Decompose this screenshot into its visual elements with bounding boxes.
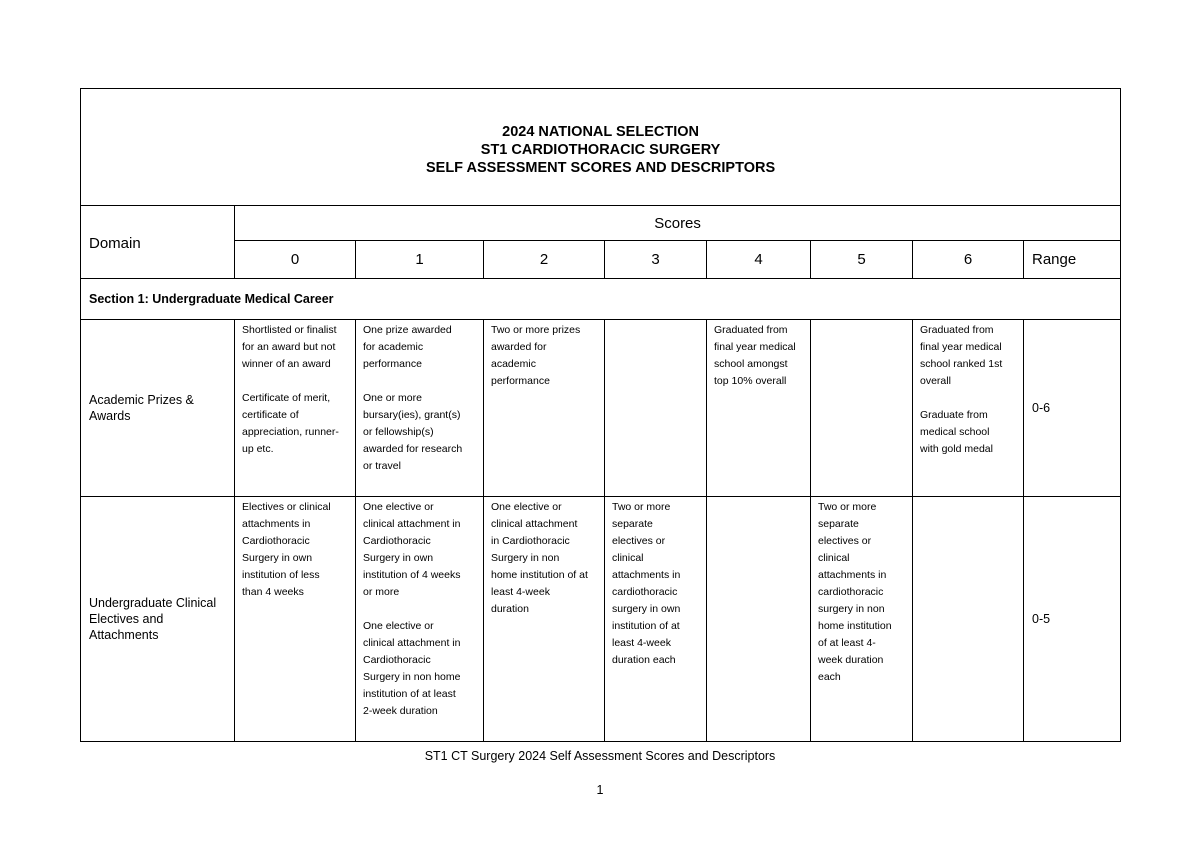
table-row (81, 320, 1121, 497)
footer-caption: ST1 CT Surgery 2024 Self Assessment Scores and Descriptors (424, 749, 776, 763)
descriptor-cell (484, 320, 605, 497)
range-header: Range (1024, 241, 1121, 279)
range-cell: 0-5 (1024, 497, 1121, 742)
descriptor-text: Graduated from final year medical school amongst top 10% overall (714, 324, 796, 387)
descriptor-cell-empty (913, 497, 1024, 742)
score-header-1: 1 (356, 241, 484, 279)
score-header-3: 3 (605, 241, 707, 279)
scores-header: Scores (235, 206, 1121, 241)
descriptor-cell (913, 320, 1024, 497)
descriptor-text: One elective or clinical attachment in Cardiothoracic Surgery in non home institution of at least 4-week duration (491, 501, 588, 615)
document-title (81, 89, 1121, 206)
descriptor-cell (484, 497, 605, 742)
descriptor-cell-empty (707, 497, 811, 742)
descriptor-text: Two or more separate electives or clinical attachments in cardiothoracic surgery in own institution of at least 4-week duration each (612, 501, 681, 666)
descriptor-text: Electives or clinical attachments in Cardiothoracic Surgery in own institution of less than 4 weeks (242, 501, 331, 598)
score-header-4: 4 (707, 241, 811, 279)
descriptor-text: Certificate of merit, certificate of appreciation, runner- up etc. (242, 392, 339, 455)
title-line-1: 2024 NATIONAL SELECTION (502, 124, 699, 140)
section-heading: Section 1: Undergraduate Medical Career (81, 279, 1121, 320)
descriptor-text: One elective or clinical attachment in Cardiothoracic Surgery in own institution of 4 weeks or more (363, 501, 461, 598)
descriptor-cell (811, 497, 913, 742)
descriptor-text: One elective or clinical attachment in Cardiothoracic Surgery in non home institution of at least 2-week duration (363, 620, 461, 717)
descriptor-text: Two or more separate electives or clinical attachments in cardiothoracic surgery in non home institution of at least 4- week duration each (818, 501, 892, 683)
descriptor-cell (356, 320, 484, 497)
domain-cell: Academic Prizes & Awards (81, 320, 235, 497)
descriptor-cell-empty (811, 320, 913, 497)
range-cell: 0-6 (1024, 320, 1121, 497)
self-assessment-table (80, 88, 1121, 742)
descriptor-text: One prize awarded for academic performance (363, 324, 452, 370)
score-header-0: 0 (235, 241, 356, 279)
descriptor-cell (235, 497, 356, 742)
page-number: 1 (596, 783, 604, 797)
descriptor-text: Graduated from final year medical school ranked 1st overall (920, 324, 1003, 387)
score-header-2: 2 (484, 241, 605, 279)
descriptor-text: Graduate from medical school with gold medal (920, 409, 993, 455)
title-line-3: SELF ASSESSMENT SCORES AND DESCRIPTORS (425, 160, 776, 176)
domain-header: Domain (81, 206, 235, 279)
domain-cell: Undergraduate Clinical Electives and Attachments (81, 497, 235, 742)
descriptor-text: Shortlisted or finalist for an award but not winner of an award (242, 324, 337, 370)
score-header-5: 5 (811, 241, 913, 279)
descriptor-cell (356, 497, 484, 742)
descriptor-cell (605, 497, 707, 742)
title-line-2: ST1 CARDIOTHORACIC SURGERY (480, 142, 721, 158)
descriptor-text: One or more bursary(ies), grant(s) or fellowship(s) awarded for research or travel (363, 392, 463, 472)
descriptor-cell-empty (605, 320, 707, 497)
descriptor-cell (235, 320, 356, 497)
table-row (81, 497, 1121, 742)
descriptor-text: Two or more prizes awarded for academic performance (491, 324, 581, 387)
descriptor-cell (707, 320, 811, 497)
score-header-6: 6 (913, 241, 1024, 279)
